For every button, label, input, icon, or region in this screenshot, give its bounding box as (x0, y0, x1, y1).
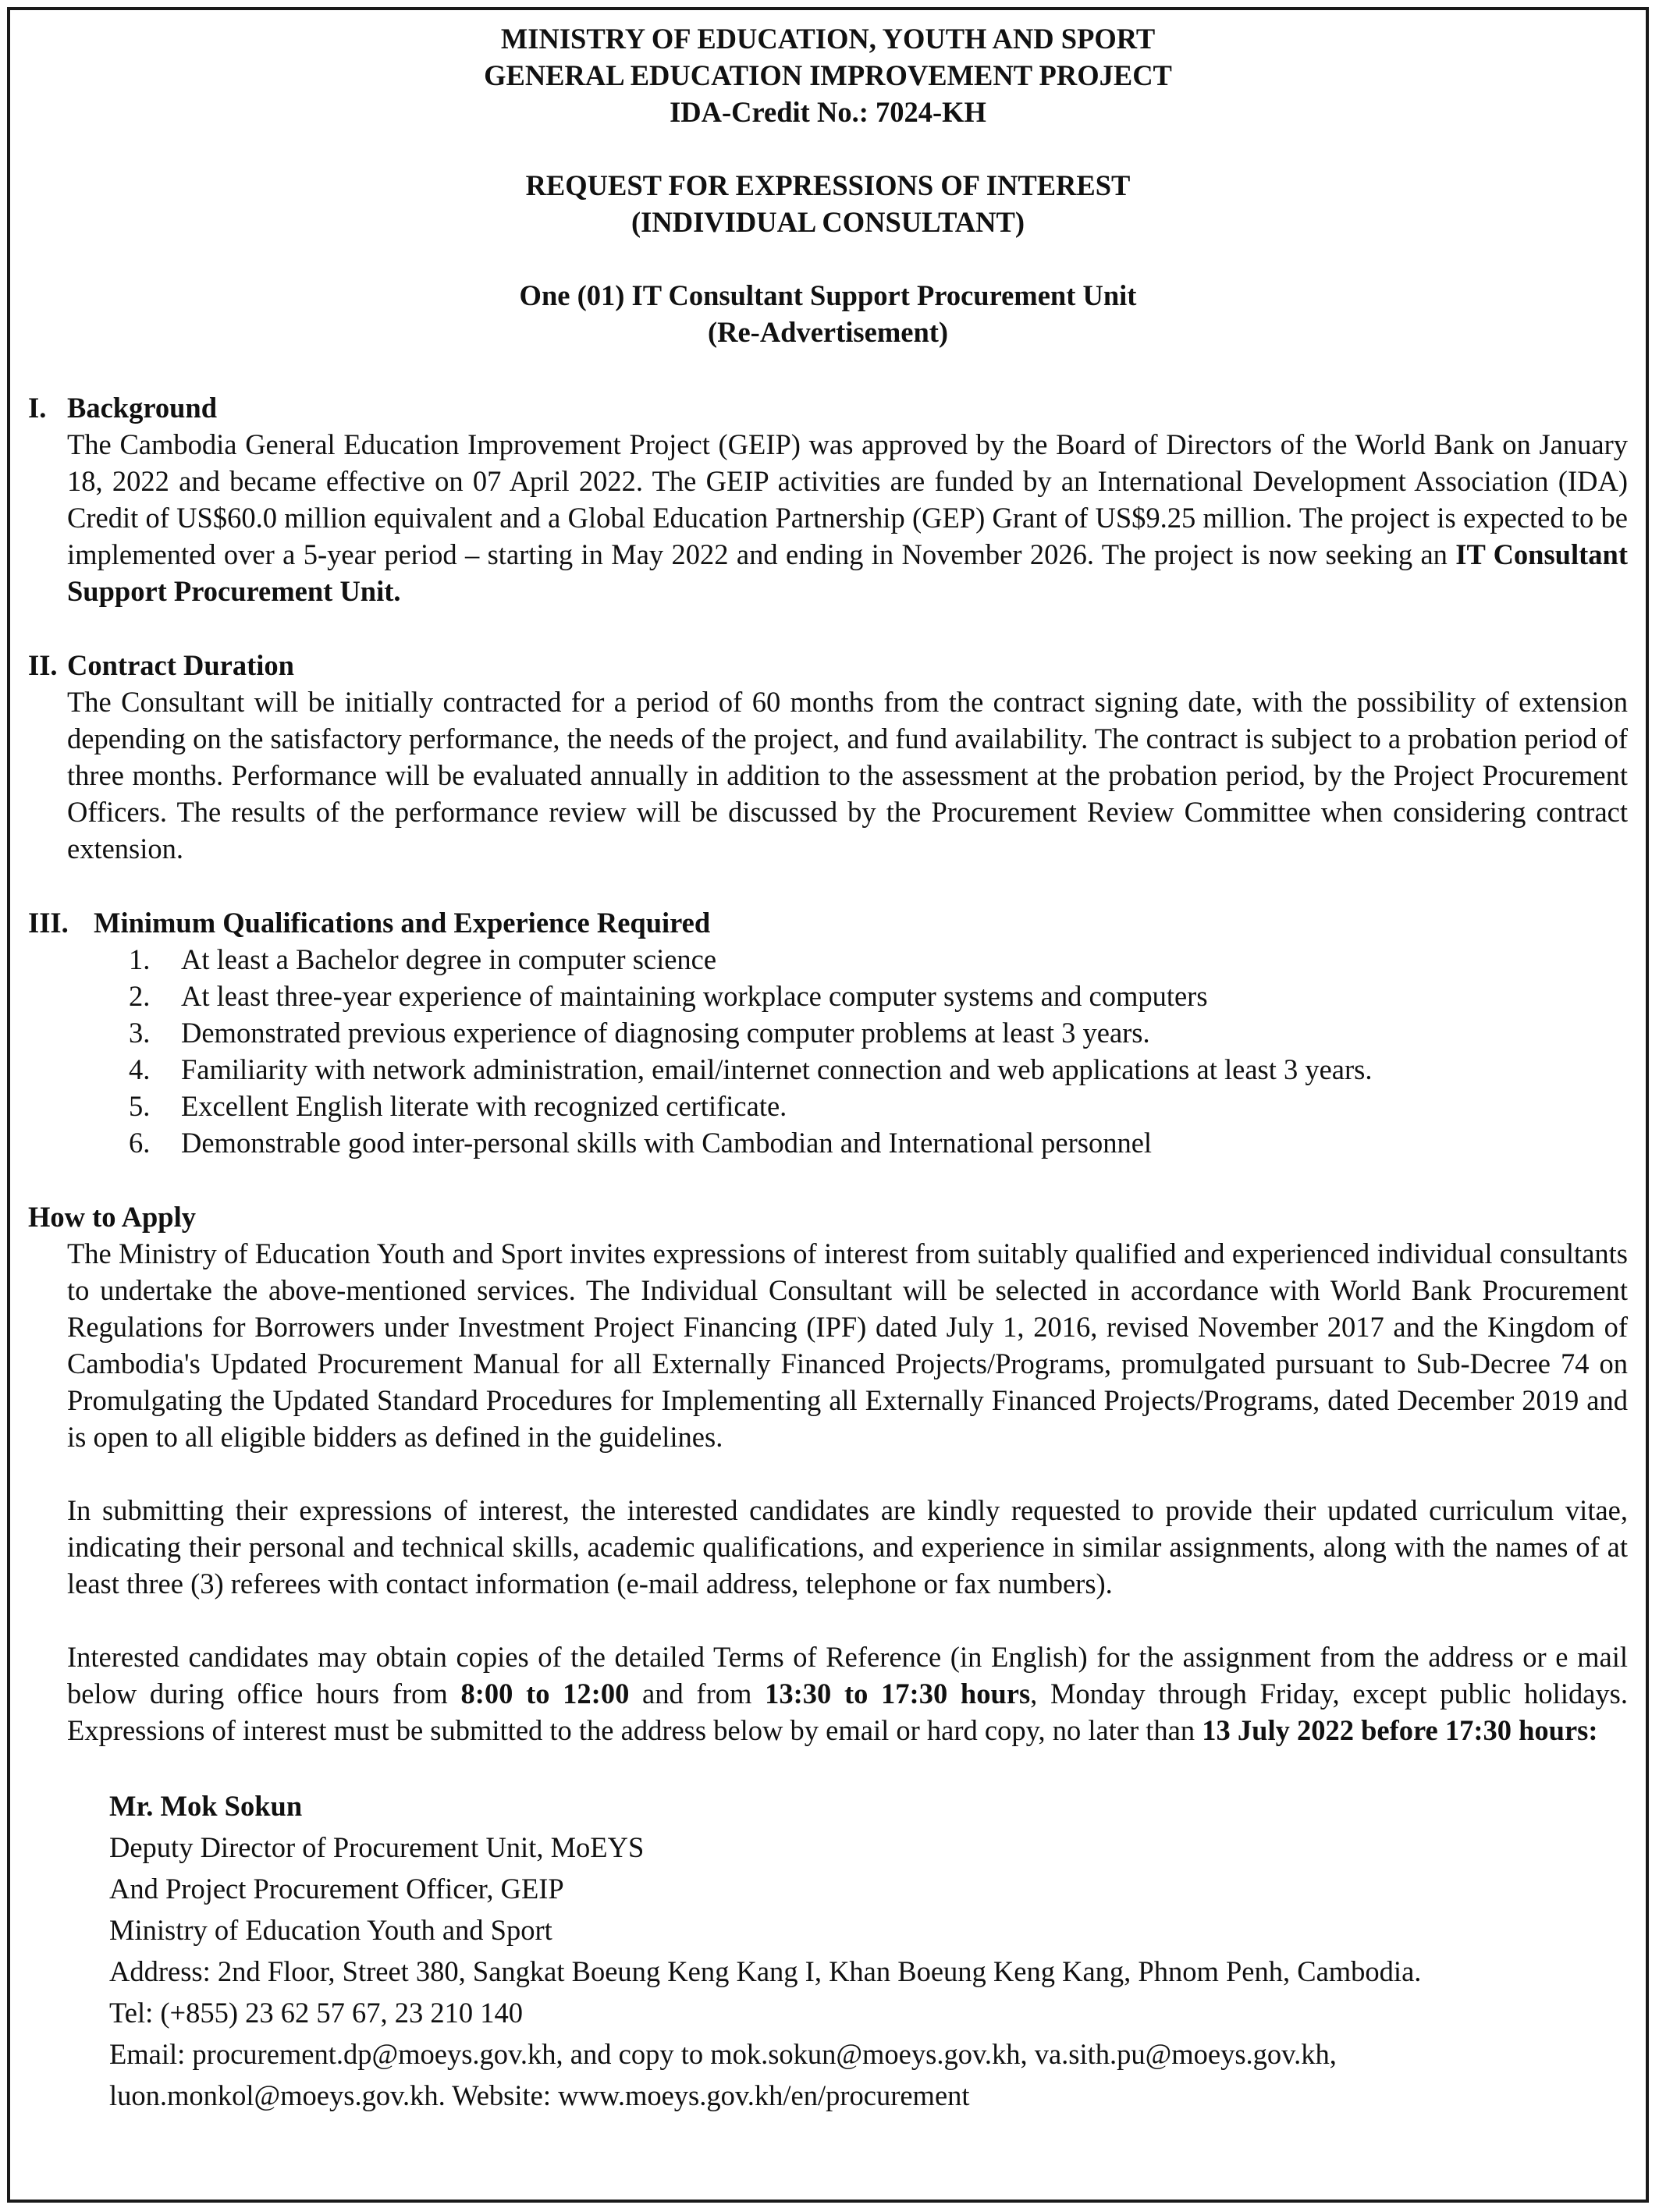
header (28, 20, 1628, 130)
text-span: Interested candidates may obtain copies of the detailed Terms of Reference (in English) for the assignment from the address or e mail below during office hours from (67, 1641, 1628, 1710)
notice-title-line2: (INDIVIDUAL CONSULTANT) (631, 206, 1025, 238)
section-number: III. (28, 907, 69, 939)
section-heading (28, 1198, 1628, 1235)
list-item-text: Demonstrated previous experience of diagnosing computer problems at least 3 years. (181, 1017, 1150, 1049)
list-item-number: 2. (129, 980, 151, 1012)
qualifications-list (129, 941, 1628, 1161)
section-background (28, 389, 1628, 609)
section-number: I. (28, 392, 47, 424)
apply-paragraph-1: The Ministry of Education Youth and Sport invites expressions of interest from suitably qualified and experienced individual consultants to undertake the above-mentioned services. The Individual Consultant will be selected in accordance with World Bank Procurement Regulations for Borrowers under Investment Project Financing (IPF) dated July 1, 2016, revised November 2017 and the Kingdom of Cambodia's Updated Procurement Manual for all Externally Financed Projects/Programs, promulgated pursuant to Sub-Decree 74 on Promulgating the Updated Standard Procedures for Implementing all Externally Financed Projects/Programs, dated December 2019 and is open to all eligible bidders as defined in the guidelines. (67, 1237, 1628, 1453)
list-item-text: At least a Bachelor degree in computer science (181, 943, 717, 975)
section-heading-text: Minimum Qualifications and Experience Required (94, 907, 711, 939)
contact-organization: Ministry of Education Youth and Sport (109, 1914, 552, 1946)
text-span: and from (629, 1678, 766, 1710)
list-item-text: Excellent English literate with recognized certificate. (181, 1090, 787, 1122)
ministry-name: MINISTRY OF EDUCATION, YOUTH AND SPORT (500, 23, 1156, 55)
position-title-line1: One (01) IT Consultant Support Procurement Unit (519, 279, 1137, 311)
list-item (129, 1088, 1628, 1124)
contact-address: Address: 2nd Floor, Street 380, Sangkat Boeung Keng Kang I, Khan Boeung Keng Kang, Phnom Penh, Cambodia. (109, 1955, 1422, 1987)
credit-number: IDA-Credit No.: 7024-KH (670, 96, 986, 128)
position-title-line2: (Re-Advertisement) (707, 316, 949, 348)
office-hours-afternoon: 13:30 to 17:30 hours (765, 1678, 1031, 1710)
contact-email-website: luon.monkol@moeys.gov.kh. Website: www.moeys.gov.kh/en/procurement (109, 2079, 970, 2111)
section-number: II. (28, 649, 58, 681)
section-body (67, 426, 1628, 609)
project-name: GENERAL EDUCATION IMPROVEMENT PROJECT (484, 59, 1172, 91)
position-title (28, 277, 1628, 350)
list-item (129, 1014, 1628, 1051)
section-heading-text: Contract Duration (67, 649, 294, 681)
section-heading-text: Background (67, 392, 218, 424)
list-item (129, 941, 1628, 978)
contact-email: Email: procurement.dp@moeys.gov.kh, and copy to mok.sokun@moeys.gov.kh, va.sith.pu@moeys.gov.kh, (109, 2038, 1337, 2070)
notice-title (28, 167, 1628, 240)
office-hours-morning: 8:00 to 12:00 (460, 1678, 630, 1710)
contact-title-2: And Project Procurement Officer, GEIP (109, 1873, 564, 1905)
list-item-text: Demonstrable good inter-personal skills with Cambodian and International personnel (181, 1127, 1153, 1159)
section-how-to-apply (28, 1198, 1628, 1749)
list-item-number: 4. (129, 1053, 151, 1085)
list-item-number: 5. (129, 1090, 151, 1122)
section-heading (28, 904, 1628, 941)
list-item-number: 1. (129, 943, 151, 975)
list-item-text: At least three-year experience of maintaining workplace computer systems and computers (181, 980, 1208, 1012)
list-item-number: 3. (129, 1017, 151, 1049)
submission-deadline: 13 July 2022 before 17:30 hours: (1202, 1714, 1598, 1746)
contact-block (109, 1785, 1628, 2116)
apply-paragraph-3 (67, 1639, 1628, 1749)
list-item (129, 978, 1628, 1014)
apply-paragraph-2: In submitting their expressions of interest, the interested candidates are kindly requested to provide their updated curriculum vitae, indicating their personal and technical skills, academic qualifications, and experience in similar assignments, along with the names of at least three (3) referees with contact information (e-mail address, telephone or fax numbers). (67, 1494, 1628, 1600)
notice-title-line1: REQUEST FOR EXPRESSIONS OF INTEREST (525, 169, 1131, 201)
contact-name: Mr. Mok Sokun (109, 1790, 303, 1822)
contact-title-1: Deputy Director of Procurement Unit, MoEYS (109, 1831, 645, 1863)
list-item-text: Familiarity with network administration, email/internet connection and web applications at least 3 years. (181, 1053, 1373, 1085)
section-heading (28, 647, 1628, 683)
section-body: The Consultant will be initially contracted for a period of 60 months from the contract signing date, with the possibility of extension depending on the satisfactory performance, the needs of the project, and fund availability. The contract is subject to a probation period of three months. Performance will be evaluated annually in addition to the assessment at the probation period, by the Project Procurement Officers. The results of the performance review will be discussed by the Procurement Review Committee when considering contract extension. (67, 686, 1628, 865)
background-text-bold: IT Consultant Support Procurement Unit. (67, 538, 1628, 607)
text-span: , Monday through Friday, except public holidays. Expressions of interest must be submitted to the address below by email or hard copy, no later than (67, 1678, 1628, 1746)
list-item (129, 1124, 1628, 1161)
section-qualifications (28, 904, 1628, 1161)
background-text: The Cambodia General Education Improvement Project (GEIP) was approved by the Board of Directors of the World Bank on January 18, 2022 and became effective on 07 April 2022. The GEIP activities are funded by an International Development Association (IDA) Credit of US$60.0 million equivalent and a Global Education Partnership (GEP) Grant of US$9.25 million. The project is expected to be implemented over a 5-year period – starting in May 2022 and ending in November 2026. The project is now seeking an (67, 428, 1628, 570)
section-contract-duration (28, 647, 1628, 867)
list-item (129, 1051, 1628, 1088)
document (28, 20, 1628, 2116)
section-heading (28, 389, 1628, 426)
contact-telephone: Tel: (+855) 23 62 57 67, 23 210 140 (109, 1997, 523, 2029)
section-heading-text: How to Apply (28, 1201, 196, 1233)
list-item-number: 6. (129, 1127, 151, 1159)
